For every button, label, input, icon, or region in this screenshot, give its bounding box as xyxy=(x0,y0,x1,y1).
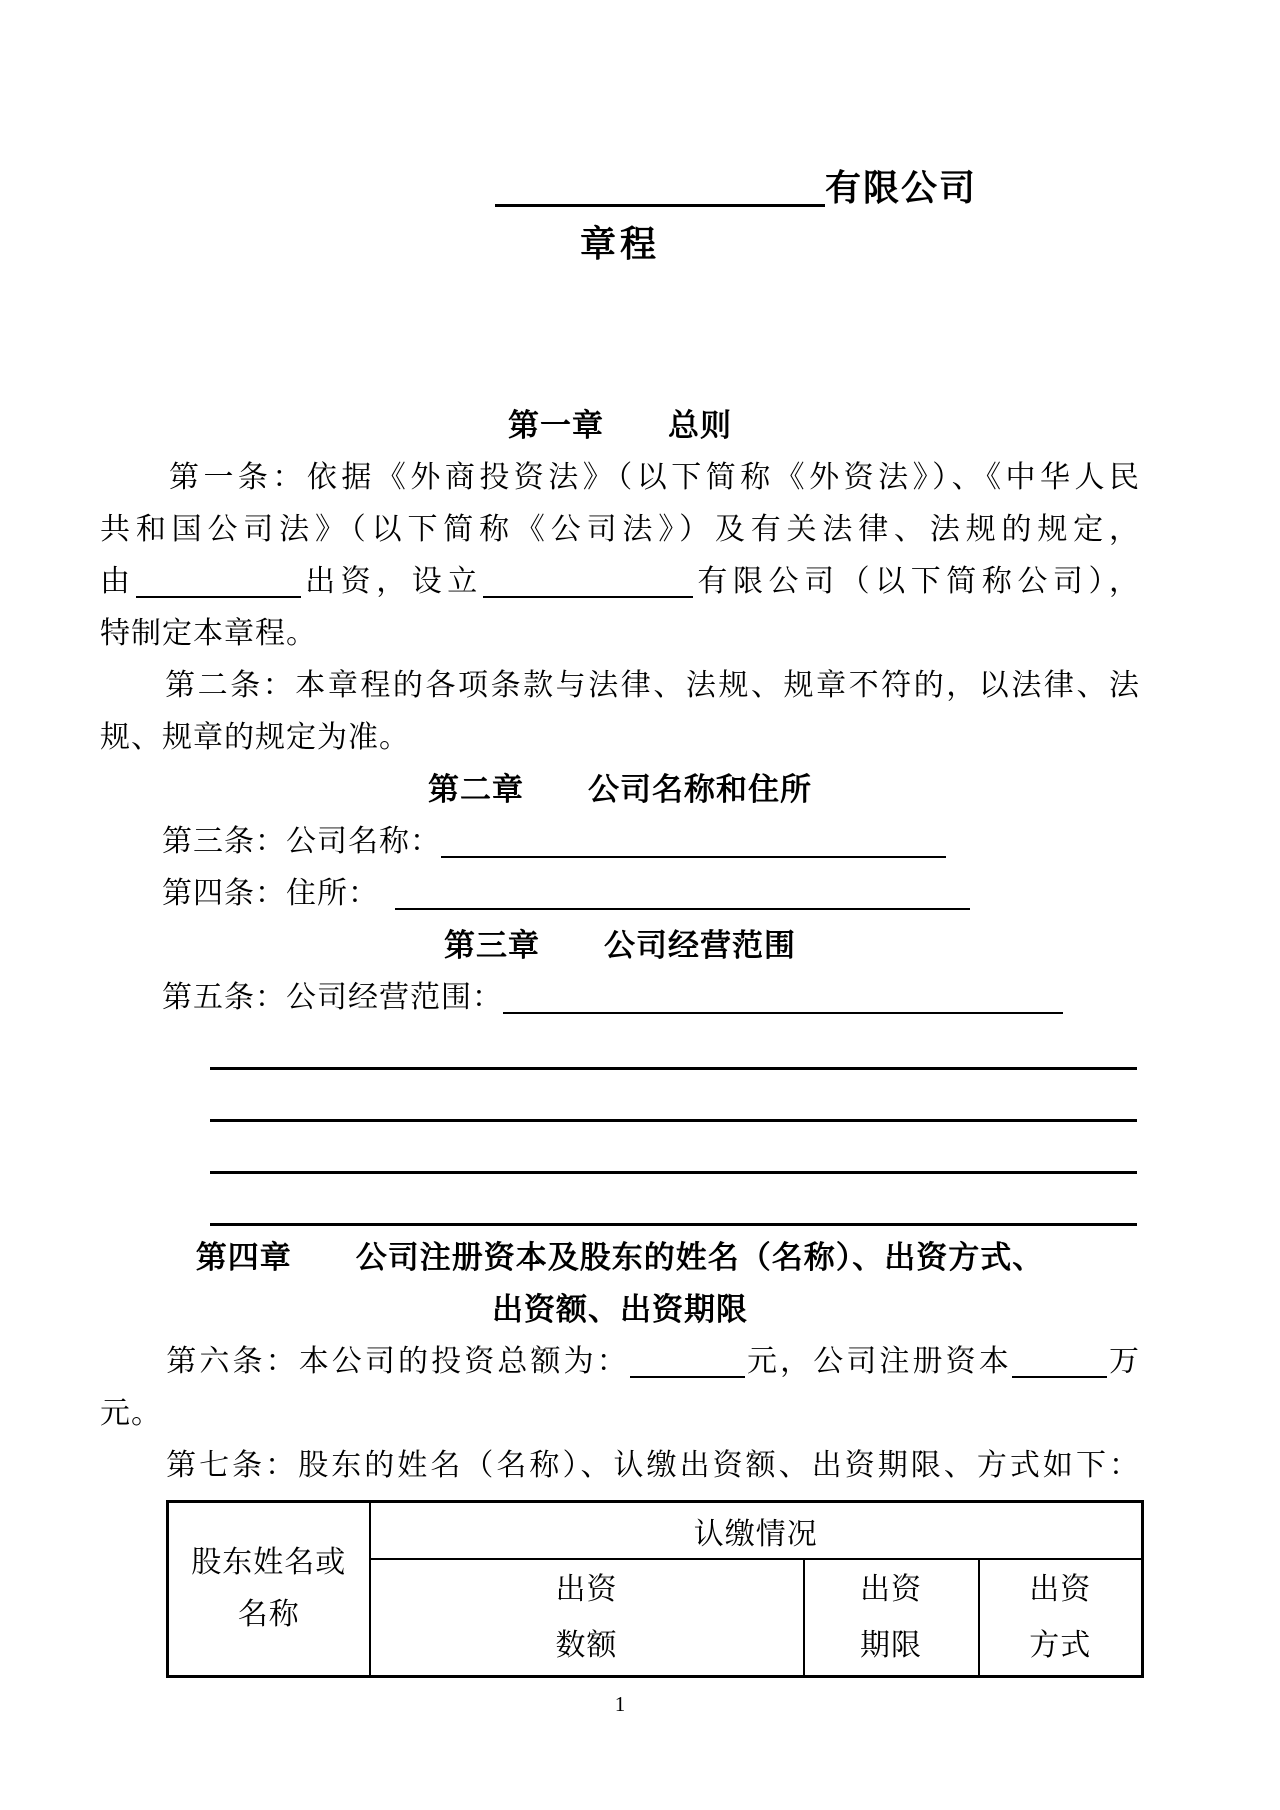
header-line: 方式 xyxy=(1029,1628,1092,1662)
body-line xyxy=(100,1388,1140,1440)
header-line: 期限 xyxy=(860,1628,922,1662)
chapter-heading: 第四章 公司注册资本及股东的姓名（名称）、出资方式、 xyxy=(195,1240,1045,1275)
header-line: 出资 xyxy=(1029,1572,1092,1606)
body-line xyxy=(100,556,1140,608)
subscription-header-cell: 认缴情况 xyxy=(370,1502,1143,1560)
chapter-heading: 第一章 总则 xyxy=(508,408,732,443)
shareholders-table xyxy=(166,1500,1144,1678)
body-line xyxy=(100,504,1140,556)
term-header-cell-stack xyxy=(805,1560,978,1675)
fill-in-blank-field xyxy=(395,908,970,910)
header-line: 数额 xyxy=(555,1628,618,1662)
text-segment: 第七条：股东的姓名（名称）、认缴出资额、出资期限、方式如下： xyxy=(100,1449,1140,1482)
blank-line-row xyxy=(100,1024,1140,1076)
shareholder-name-header-cell xyxy=(168,1502,370,1677)
fill-in-blank-field xyxy=(1012,1376,1107,1378)
body-line xyxy=(100,868,1140,920)
amount-header-cell xyxy=(370,1559,804,1677)
chapter-heading: 第三章 公司经营范围 xyxy=(444,928,796,963)
header-line: 出资 xyxy=(555,1572,618,1606)
blank-line-row xyxy=(100,1076,1140,1128)
shareholder-name-header-line: 名称 xyxy=(237,1598,300,1631)
text-segment: 第三条：公司名称： xyxy=(100,825,441,858)
blank-line-row xyxy=(100,1180,1140,1232)
amount-header-cell-stack xyxy=(371,1560,803,1675)
text-segment: 元，公司注册资本 xyxy=(744,1345,1012,1378)
title-spacer xyxy=(100,272,1140,400)
fill-in-blank-field xyxy=(441,856,946,858)
blank-line-rule xyxy=(210,1067,1137,1070)
body-line xyxy=(100,1440,1140,1492)
table-header-row xyxy=(168,1502,1143,1560)
text-segment: 第四条：住所： xyxy=(100,877,395,910)
text-segment: 共和国公司法》（以下简称《公司法》）及有关法律、法规的规定， xyxy=(100,513,1140,546)
text-segment: 第六条：本公司的投资总额为： xyxy=(100,1345,630,1378)
blank-line-rule xyxy=(210,1223,1137,1226)
body-line xyxy=(100,1336,1140,1388)
shareholder-name-header-line: 股东姓名或 xyxy=(191,1546,347,1579)
text-segment: 规、规章的规定为准。 xyxy=(100,721,410,754)
header-line: 出资 xyxy=(860,1572,922,1606)
company-suffix-text: 有限公司 xyxy=(825,168,978,208)
body-line xyxy=(100,452,1140,504)
company-name-blank-field xyxy=(495,204,825,207)
fill-in-blank-field xyxy=(136,596,301,598)
text-segment: 第二条：本章程的各项条款与法律、法规、规章不符的，以法律、法 xyxy=(100,669,1140,702)
chapter-heading: 第二章 公司名称和住所 xyxy=(428,772,812,807)
text-segment: 第五条：公司经营范围： xyxy=(100,981,503,1014)
blank-line-row xyxy=(100,1128,1140,1180)
document-body xyxy=(100,400,1140,1678)
text-segment: 第一条：依据《外商投资法》（以下简称《外资法》）、《中华人民 xyxy=(100,461,1140,494)
shareholder-name-header xyxy=(169,1503,369,1675)
text-segment: 万 xyxy=(1106,1345,1141,1378)
blank-line-rule xyxy=(210,1119,1137,1122)
body-line xyxy=(100,608,1140,660)
body-line xyxy=(100,660,1140,712)
fill-in-blank-field xyxy=(503,1012,1063,1014)
text-segment: 元。 xyxy=(100,1397,162,1430)
method-header-cell-stack xyxy=(980,1560,1142,1675)
page-number: 1 xyxy=(614,1692,626,1716)
fill-in-blank-field xyxy=(483,596,693,598)
text-segment: 出资，设立 xyxy=(300,565,483,598)
body-line xyxy=(100,972,1140,1024)
chapter-heading: 出资额、出资期限 xyxy=(492,1292,748,1327)
term-header-cell xyxy=(804,1559,979,1677)
blank-line-rule xyxy=(210,1171,1137,1174)
text-segment: 有限公司（以下简称公司）， xyxy=(692,565,1141,598)
body-line xyxy=(100,712,1140,764)
method-header-cell xyxy=(979,1559,1143,1677)
text-segment: 特制定本章程。 xyxy=(100,617,317,650)
document-subtitle: 章程 xyxy=(579,224,660,264)
text-segment: 由 xyxy=(100,565,136,598)
fill-in-blank-field xyxy=(630,1376,745,1378)
body-line xyxy=(100,816,1140,868)
document-title xyxy=(100,160,1140,216)
table-body xyxy=(168,1502,1143,1677)
